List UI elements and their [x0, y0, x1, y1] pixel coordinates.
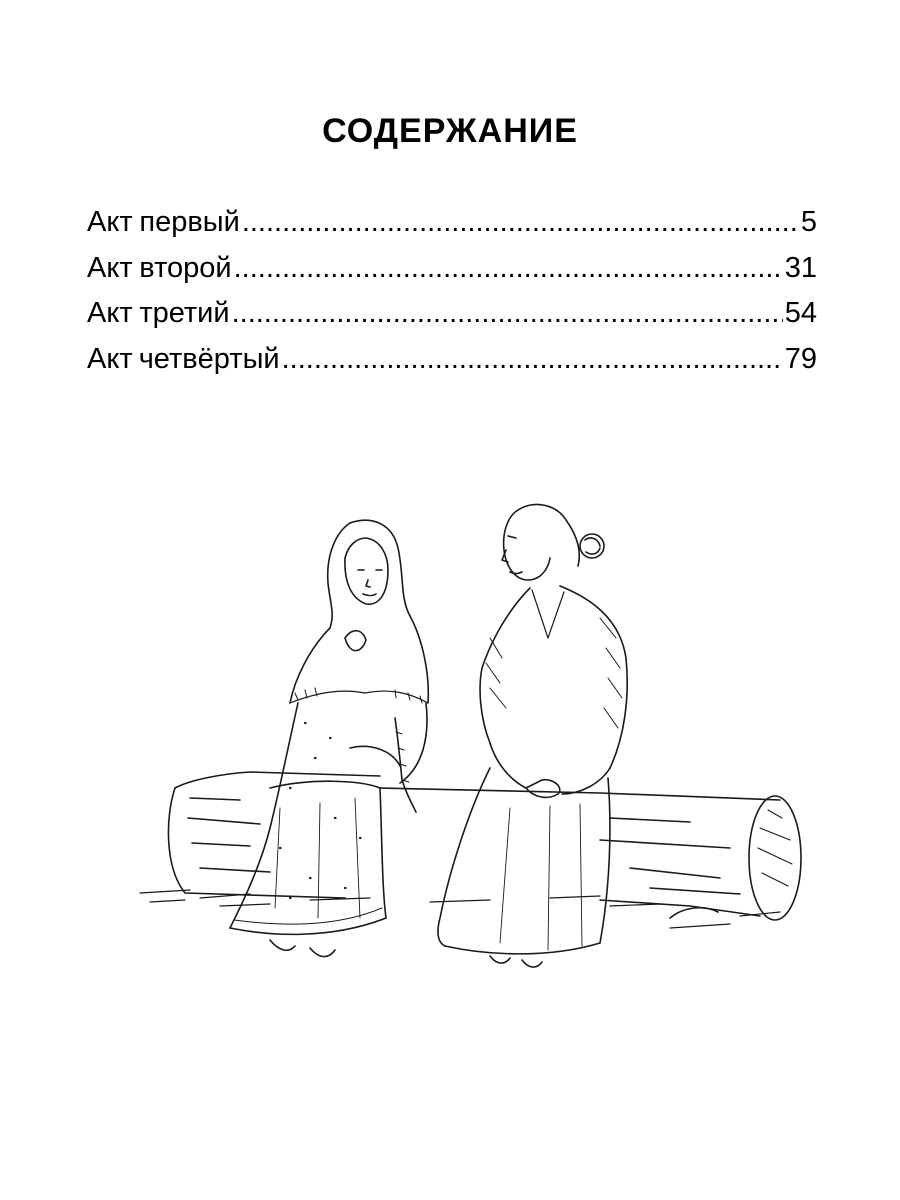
toc-entry-page-number: 54 — [784, 297, 817, 329]
two-women-on-log-illustration — [130, 488, 810, 988]
table-of-contents — [87, 206, 817, 388]
toc-entry-prefix: Акт — [87, 206, 133, 238]
two-women-seated-on-log-sketch-icon — [130, 488, 810, 988]
toc-dot-leader — [234, 252, 783, 285]
toc-dot-leader — [242, 206, 799, 239]
toc-entry-act-3[interactable] — [87, 297, 817, 343]
right-woman — [438, 505, 627, 968]
toc-entry-title: третий — [139, 297, 230, 329]
toc-entry-act-2[interactable] — [87, 252, 817, 298]
toc-entry-prefix: Акт — [87, 251, 133, 284]
toc-entry-title: первый — [139, 206, 240, 238]
toc-entry-act-1[interactable] — [87, 206, 817, 252]
toc-entry-act-4[interactable] — [87, 343, 817, 389]
toc-entry-page-number: 31 — [784, 251, 817, 284]
ground-strokes — [140, 890, 780, 928]
left-woman — [230, 520, 428, 956]
toc-dot-leader — [282, 343, 783, 376]
toc-entry-page-number: 5 — [800, 206, 817, 238]
toc-entry-title: второй — [139, 251, 232, 284]
log — [168, 772, 801, 920]
page-title: СОДЕРЖАНИЕ — [322, 112, 578, 150]
toc-dot-leader — [232, 297, 783, 330]
toc-entry-prefix: Акт — [87, 297, 133, 329]
toc-entry-title: четвёртый — [138, 342, 280, 375]
toc-entry-prefix: Акт — [87, 342, 133, 375]
toc-entry-page-number: 79 — [784, 342, 817, 375]
